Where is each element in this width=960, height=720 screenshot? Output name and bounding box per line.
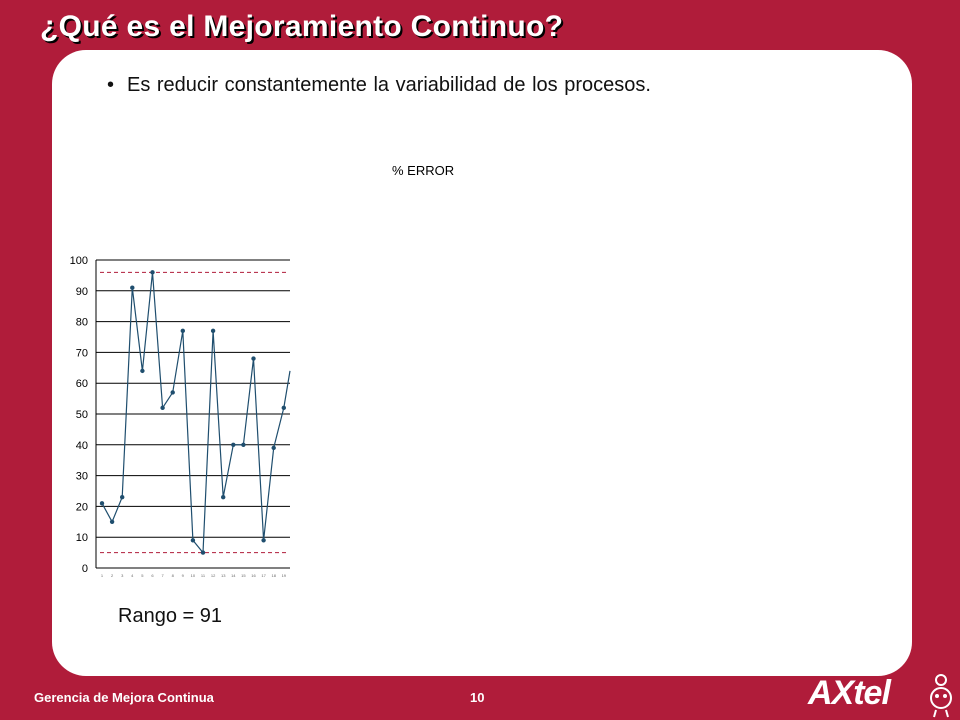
company-logo [808, 672, 958, 718]
data-point [272, 446, 276, 450]
range-label: Rango = 91 [118, 605, 222, 627]
data-point [201, 550, 205, 554]
x-tick-label: 14 [231, 573, 236, 578]
x-tick-label: 12 [210, 573, 216, 578]
data-point [130, 286, 134, 290]
x-tick-label: 5 [141, 573, 144, 578]
y-tick-label: 50 [75, 409, 88, 421]
data-point [150, 270, 154, 274]
x-tick-label: 4 [131, 573, 134, 578]
data-point [261, 538, 265, 542]
y-tick-label: 40 [75, 439, 88, 452]
bullet-item [107, 74, 651, 97]
x-tick-label: 15 [241, 573, 246, 578]
data-point [181, 329, 185, 333]
slide-title: ¿Qué es el Mejoramiento Continuo? [40, 10, 564, 43]
x-tick-label: 19 [281, 573, 287, 578]
chart-title: % ERROR [392, 163, 455, 178]
logo-text: AXtel [808, 674, 890, 712]
y-tick-label: 80 [75, 316, 88, 329]
x-tick-label: 6 [151, 573, 154, 578]
x-tick-label: 17 [261, 573, 266, 578]
data-point [231, 443, 235, 447]
page-number: 10 [470, 690, 485, 705]
x-tick-label: 8 [171, 573, 174, 578]
x-tick-label: 2 [110, 573, 114, 578]
y-tick-label: 0 [81, 563, 88, 575]
x-tick-label: 1 [100, 573, 104, 578]
y-tick-label: 100 [69, 255, 88, 267]
bullet-icon: • [107, 74, 115, 96]
data-point [241, 443, 245, 447]
line-chart [40, 245, 310, 590]
data-point [140, 369, 144, 373]
series-line [102, 272, 290, 552]
data-point [110, 520, 114, 524]
x-tick-label: 13 [220, 573, 226, 578]
footer-department: Gerencia de Mejora Continua [34, 690, 214, 705]
data-point [191, 538, 195, 542]
y-tick-label: 20 [75, 501, 88, 514]
data-point [100, 501, 104, 505]
y-tick-label: 30 [75, 470, 88, 483]
y-tick-label: 70 [75, 347, 88, 360]
data-point [221, 495, 225, 499]
data-point [251, 356, 255, 360]
x-tick-label: 18 [271, 573, 276, 578]
x-tick-label: 16 [251, 573, 256, 578]
bullet-text: Es reducir constantemente la variabilidad de los procesos. [127, 74, 651, 96]
data-point [282, 406, 286, 410]
x-tick-label: 10 [190, 573, 196, 578]
logo-mascot-icon [926, 672, 956, 718]
x-tick-label: 7 [161, 573, 164, 578]
data-point [211, 329, 215, 333]
x-tick-label: 3 [121, 573, 124, 578]
y-tick-label: 60 [75, 378, 88, 391]
x-tick-label: 9 [181, 573, 184, 578]
data-point [171, 390, 175, 394]
x-tick-label: 11 [200, 573, 206, 578]
data-point [120, 495, 124, 499]
data-point [160, 406, 164, 410]
y-tick-label: 90 [75, 285, 88, 298]
y-tick-label: 10 [75, 532, 88, 545]
